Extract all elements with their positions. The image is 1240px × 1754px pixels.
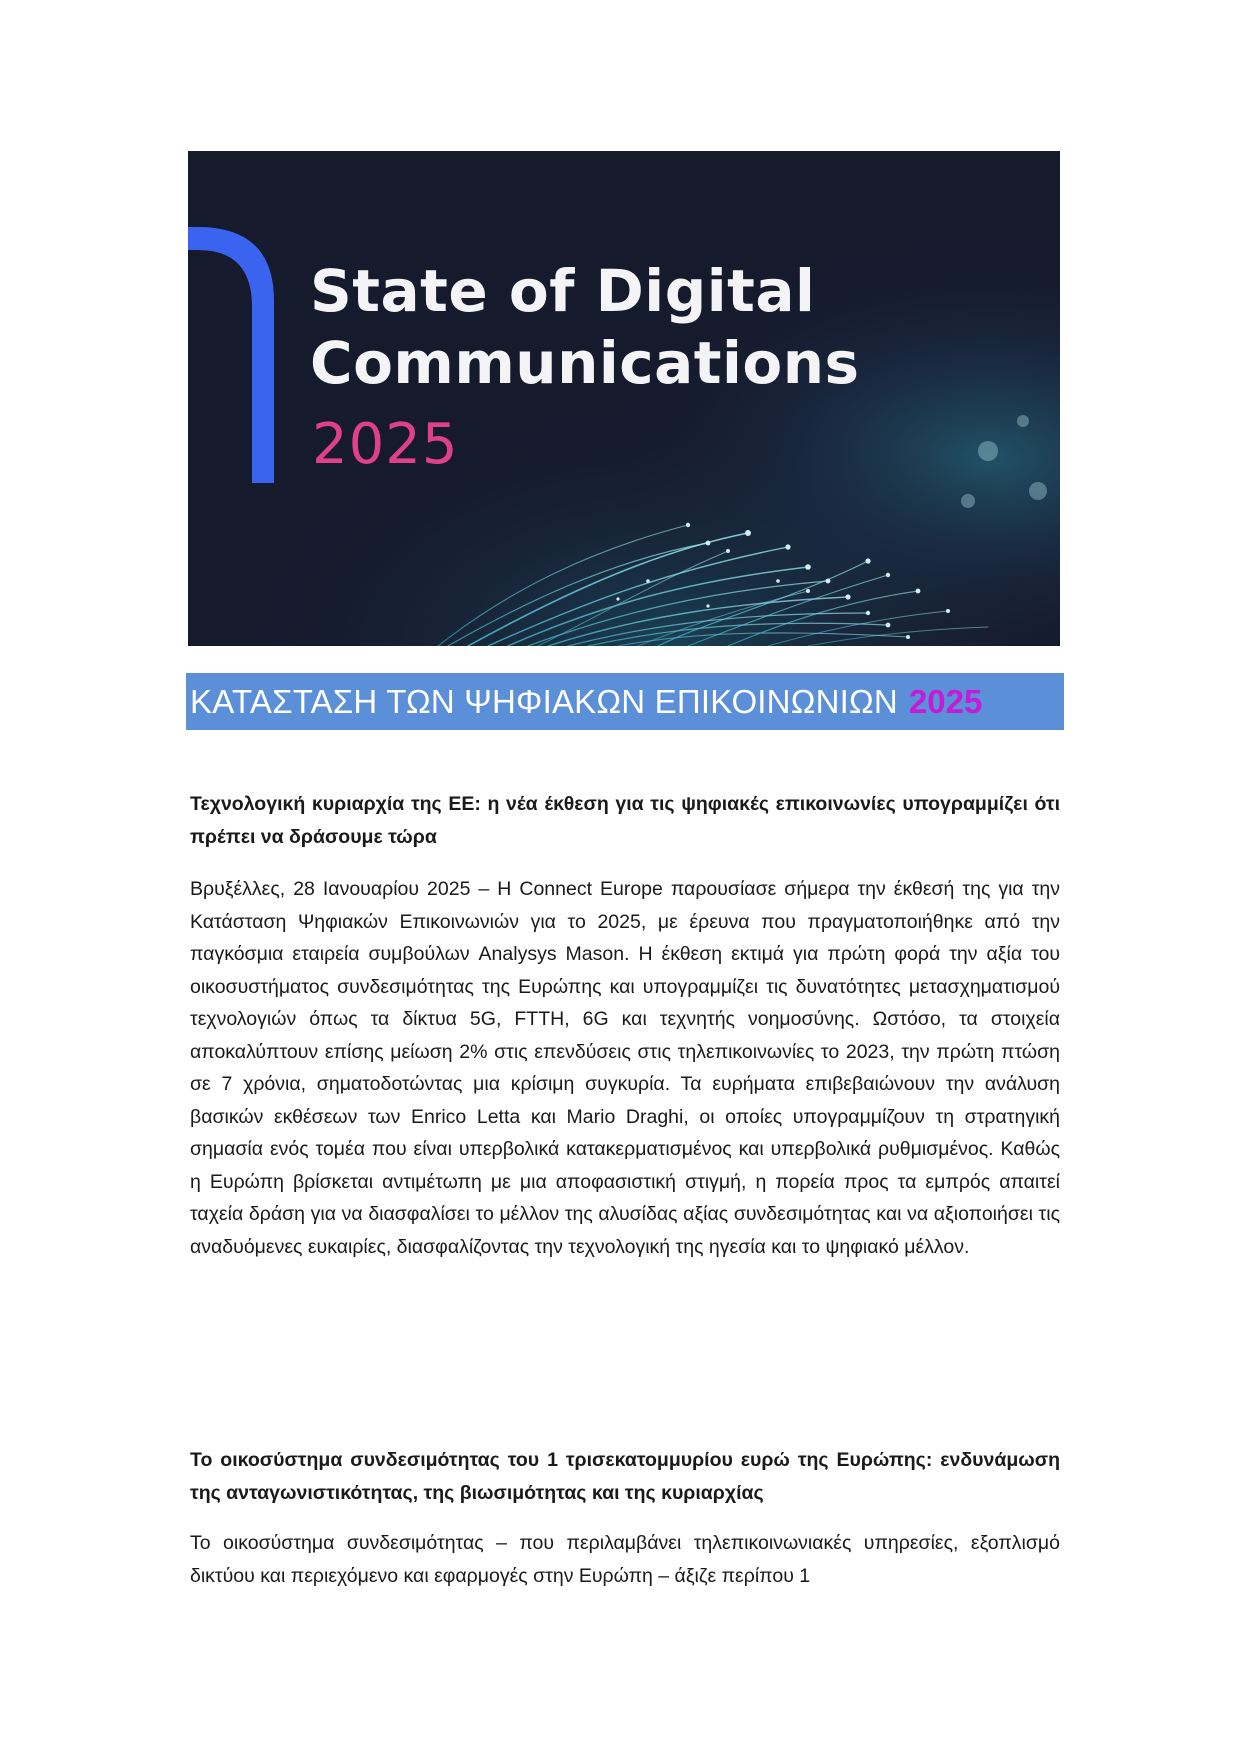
banner-title-line1: State of Digital [310,257,816,325]
document-heading: ΚΑΤΑΣΤΑΣΗ ΤΩΝ ΨΗΦΙΑΚΩΝ ΕΠΙΚΟΙΝΩΝΙΩΝ [190,682,898,720]
section-paragraph: Βρυξέλλες, 28 Ιανουαρίου 2025 – Η Connect Europe παρουσίασε σήμερα την έκθεσή της για την Κατάσταση Ψηφιακών Επικοινωνιών για το 2025, με έρευνα που πραγματοποιήθηκε από την παγκόσμια εταιρεία συμβούλων Analysys Mason. Η έκθεση εκτιμά για πρώτη φορά την αξία του οικοσυστήματος συνδεσιμότητας της Ευρώπης και υπογραμμίζει τις δυνατότητες μετασχηματισμού τεχνολογιών όπως τα δίκτυα 5G, FTTH, 6G και τεχνητής νοημοσύνης. Ωστόσο, τα στοιχεία αποκαλύπτουν επίσης μείωση 2% στις επενδύσεις στις τηλεπικοινωνίες το 2023, την πρώτη πτώση σε 7 χρόνια, σηματοδοτώντας μια κρίσιμη συγκυρία. Τα ευρήματα επιβεβαιώνουν την ανάλυση βασικών εκθέσεων των Enrico Letta και Mario Draghi, οι οποίες υπογραμμίζουν τη στρατηγική σημασία ενός τομέα που είναι υπερβολικά κατακερματισμένος και υπερβολικά ρυθμισμένος. Καθώς η Ευρώπη βρίσκεται αντιμέτωπη με μια αποφασιστική στιγμή, η πορεία προς τα εμπρός απαιτεί ταχεία δράση για να διασφαλίσει το μέλλον της αλυσίδας αξίας συνδεσιμότητας και να αξιοποιήσει τις αναδυόμενες ευκαιρίες, διασφαλίζοντας την τεχνολογική της ηγεσία και το ψηφιακό μέλλον. [190,878,1060,1258]
section-paragraph: Το οικοσύστημα συνδεσιμότητας – που περιλαμβάνει τηλεπικοινωνιακές υπηρεσίες, εξοπλισμό δικτύου και περιεχόμενο και εφαρμογές στην Ευρώπη – άξιζε περίπου 1 [190,1532,1060,1587]
document-heading-year: 2025 [908,682,983,720]
document-heading-bar [186,673,1064,730]
banner-year: 2025 [312,412,459,477]
section-subheading: Τεχνολογική κυριαρχία της ΕΕ: η νέα έκθεση για τις ψηφιακές επικοινωνίες υπογραμμίζει ότι πρέπει να δράσουμε τώρα [190,793,1060,848]
section-subheading: Το οικοσύστημα συνδεσιμότητας του 1 τρισεκατομμυρίου ευρώ της Ευρώπης: ενδυνάμωση της ανταγωνιστικότητας, της βιωσιμότητας και της κυριαρχίας [190,1449,1060,1504]
banner-title [310,255,860,399]
banner-image [188,151,1060,646]
banner-title-line2: Communications [310,329,860,397]
